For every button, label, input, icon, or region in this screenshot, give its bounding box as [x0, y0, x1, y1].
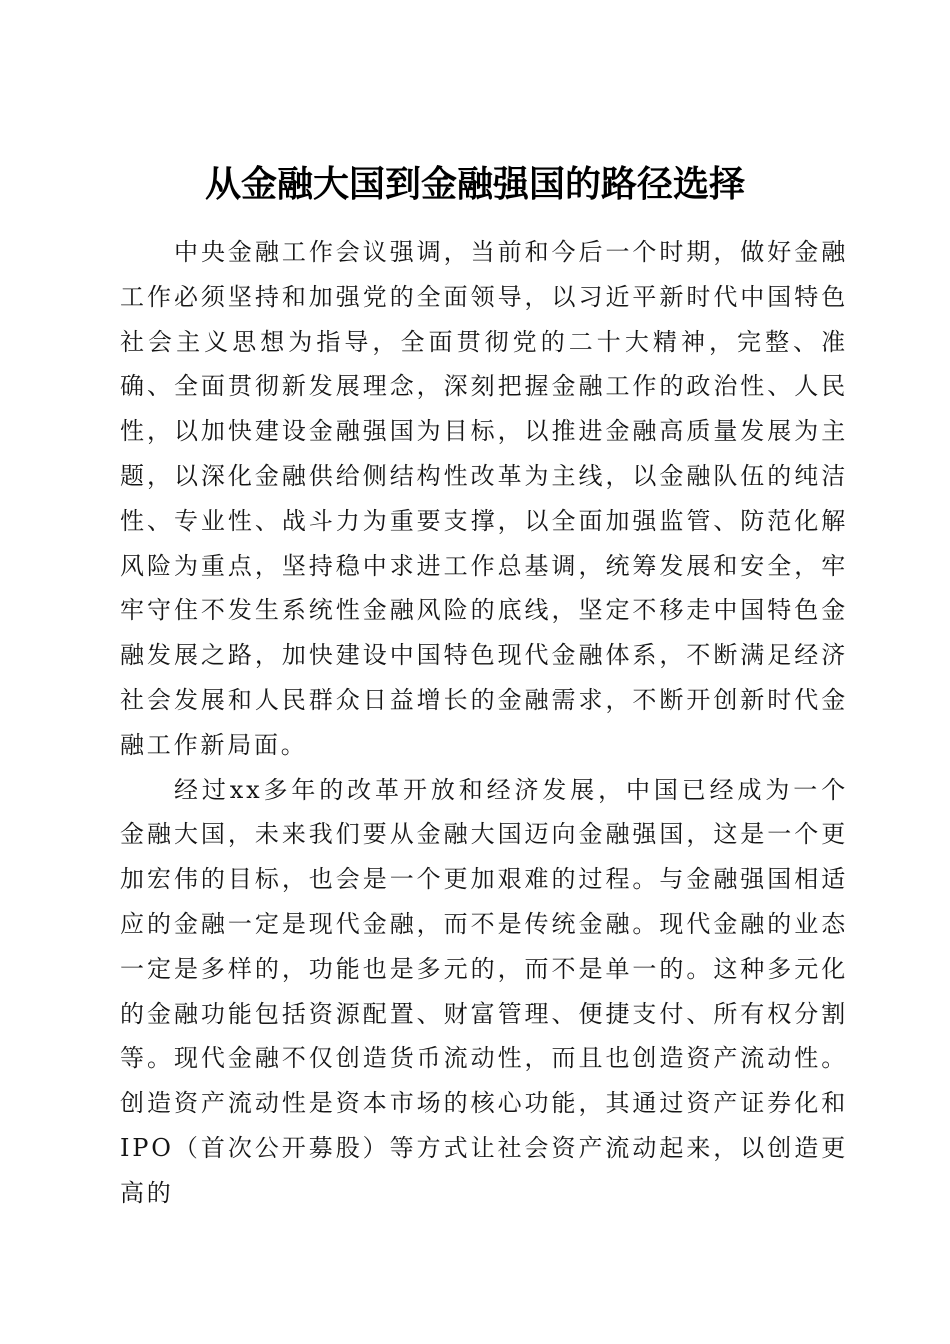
paragraph-2: 经过xx多年的改革开放和经济发展，中国已经成为一个金融大国，未来我们要从金融大国迈向金融强国，这是一个更加宏伟的目标，也会是一个更加艰难的过程。与金融强国相适应的金融一定是现代金融，而不是传统金融。现代金融的业态一定是多样的，功能也是多元的，而不是单一的。这种多元化的金融功能包括资源配置、财富管理、便捷支付、所有权分割等。现代金融不仅创造货币流动性，而且也创造资产流动性。创造资产流动性是资本市场的核心功能，其通过资产证券化和 IPO（首次公开募股）等方式让社会资产流动起来，以创造更高的	[120, 775, 848, 1207]
paragraph-1: 中央金融工作会议强调，当前和今后一个时期，做好金融工作必须坚持和加强党的全面领导，以习近平新时代中国特色社会主义思想为指导，全面贯彻党的二十大精神，完整、准确、全面贯彻新发展理念，深刻把握金融工作的政治性、人民性，以加快建设金融强国为目标，以推进金融高质量发展为主题，以深化金融供给侧结构性改革为主线，以金融队伍的纯洁性、专业性、战斗力为重要支撑，以全面加强监管、防范化解风险为重点，坚持稳中求进工作总基调，统筹发展和安全，牢牢守住不发生系统性金融风险的底线，坚定不移走中国特色金融发展之路，加快建设中国特色现代金融体系，不断满足经济社会发展和人民群众日益增长的金融需求，不断开创新时代金融工作新局面。	[120, 238, 848, 759]
document-title: 从金融大国到金融强国的路径选择	[204, 163, 745, 206]
document-body	[120, 230, 848, 1216]
